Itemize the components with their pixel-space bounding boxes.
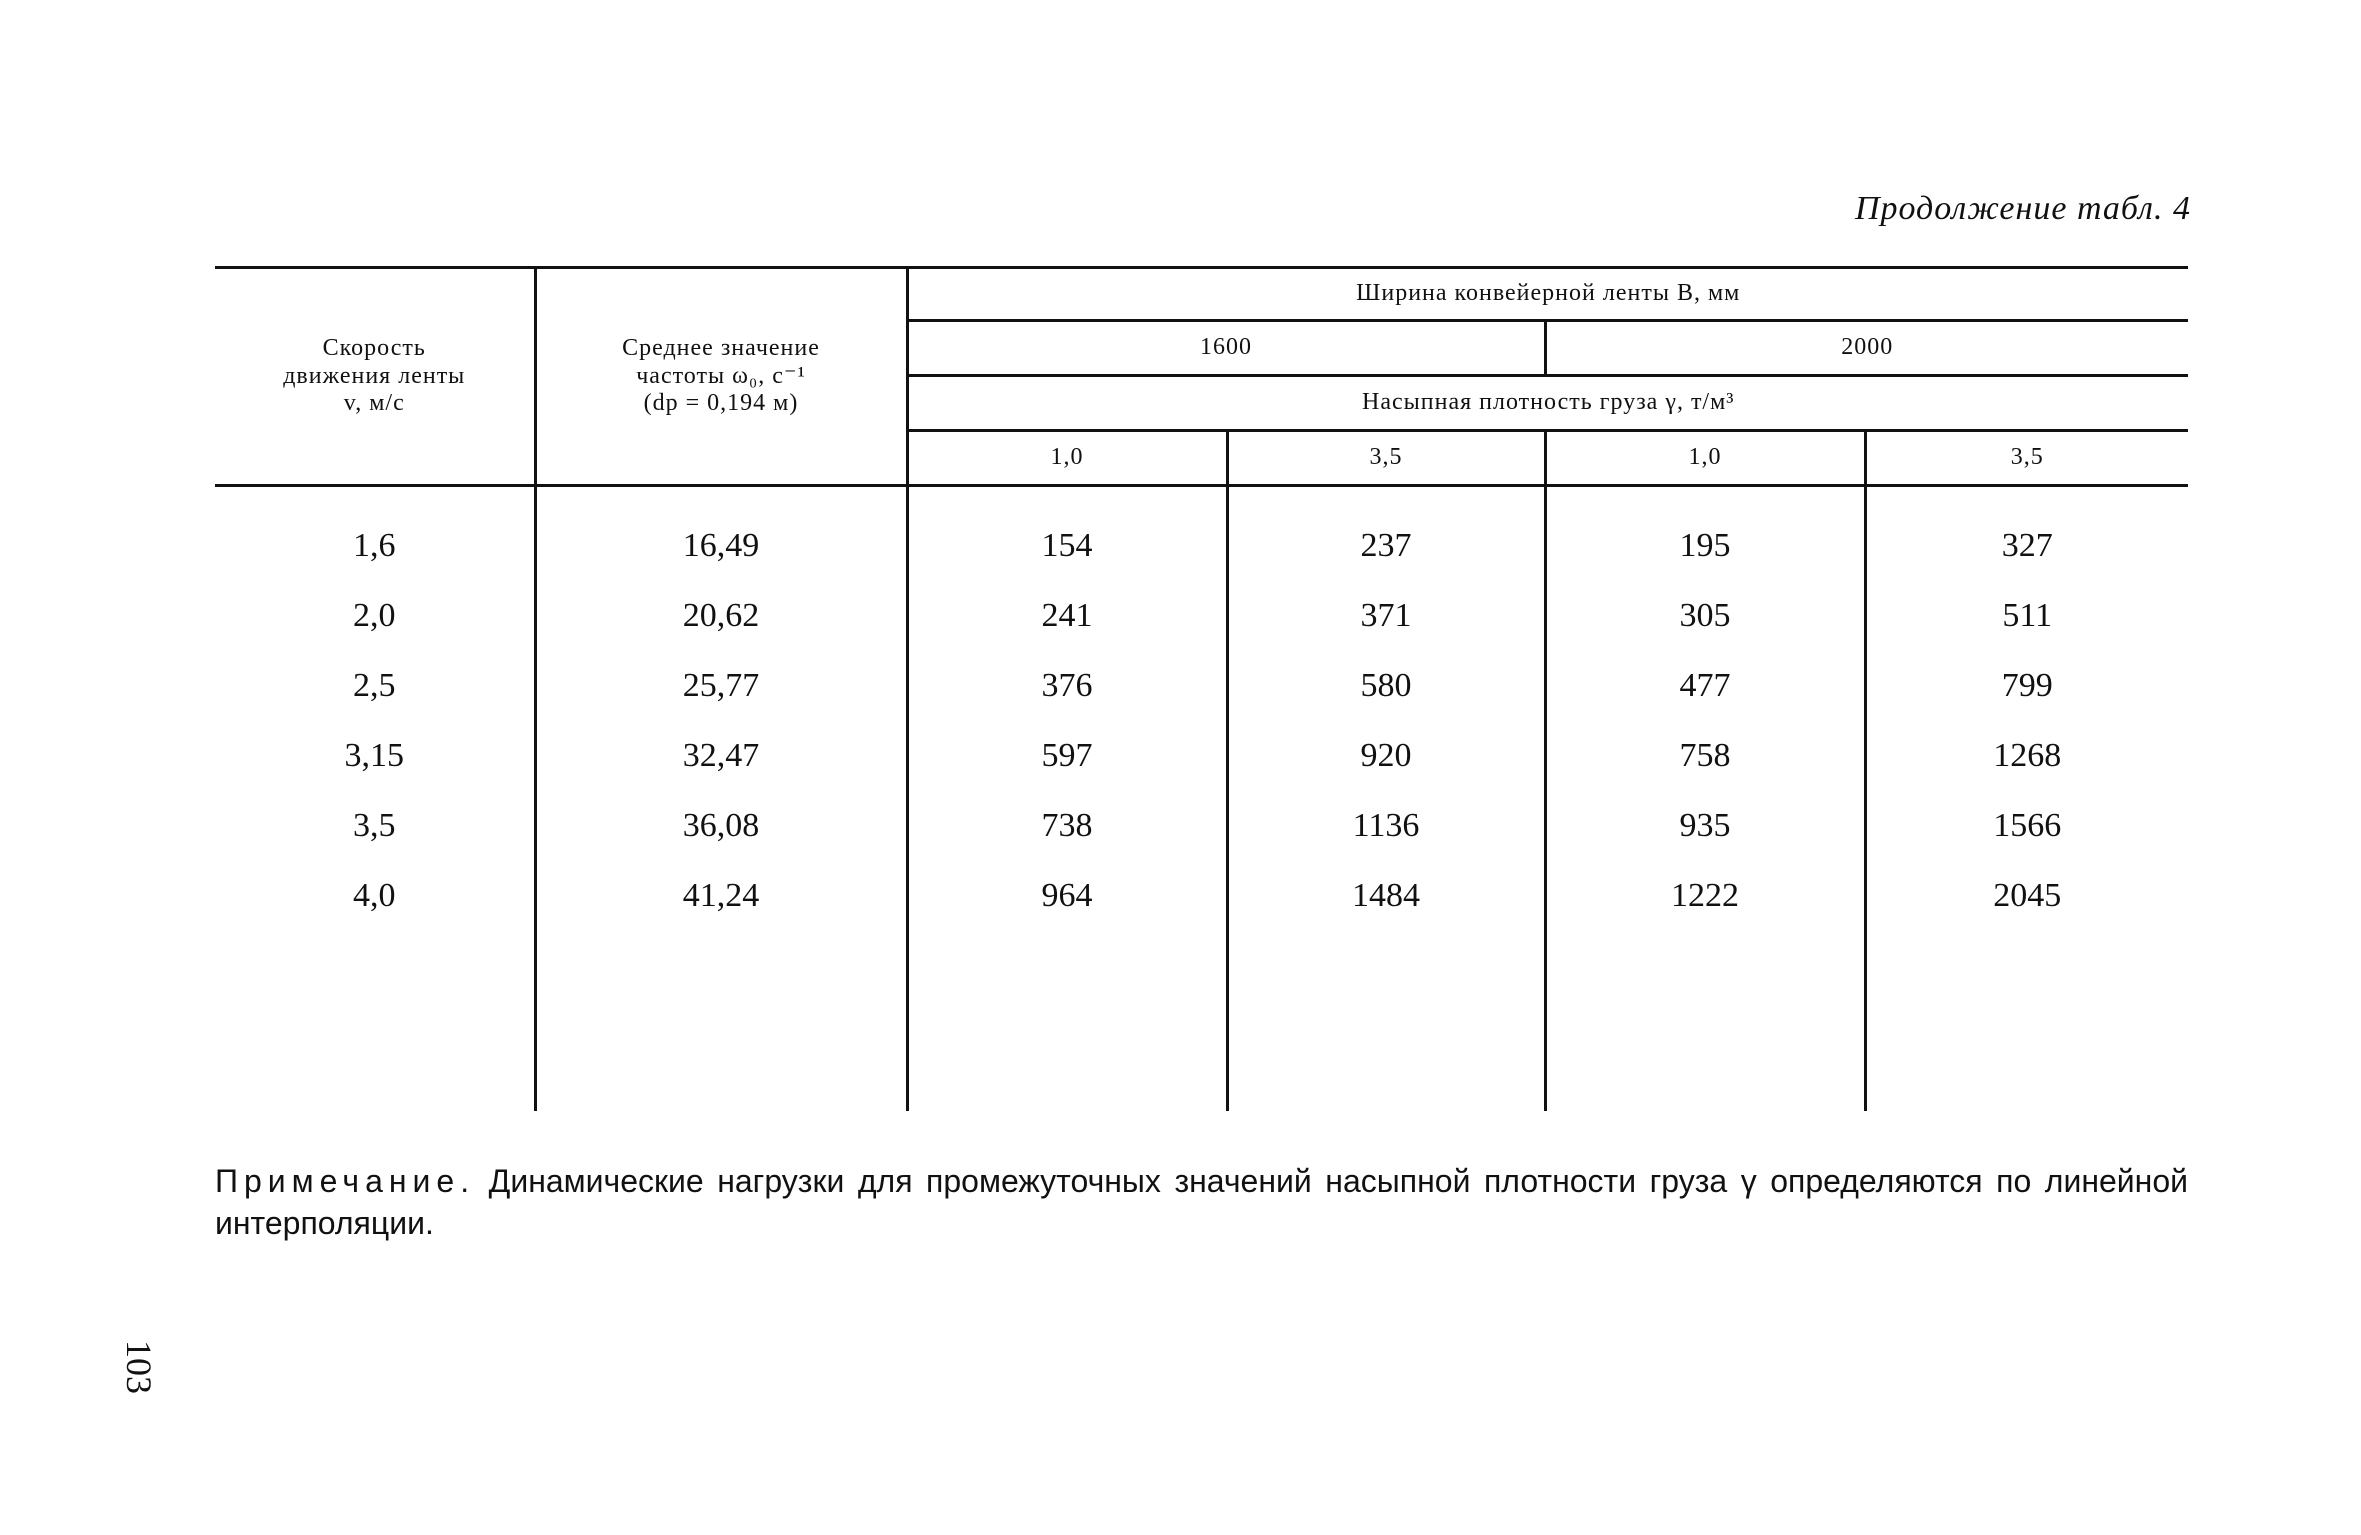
cell-frequency: 16,49 [535, 486, 907, 582]
header-frequency-line-3: (dр = 0,194 м) [643, 390, 799, 417]
cell-value: 2045 [1993, 877, 2062, 914]
cell-frequency: 25,77 [535, 651, 907, 721]
header-density-2000-2: 3,5 [1865, 431, 2188, 486]
cell-speed: 3,15 [215, 721, 535, 791]
table-filler-row [215, 931, 2188, 1111]
filler-cell [1865, 931, 2188, 1111]
note-text: Динамические нагрузки для промежуточных значений насыпной плотности груза γ определяются по линейной интерполяции. [215, 1163, 2189, 1241]
cell-value: 241 [907, 581, 1227, 651]
table-row [215, 486, 2188, 582]
table-row [215, 581, 2188, 651]
cell-speed: 1,6 [215, 486, 535, 582]
filler-cell [1227, 931, 1545, 1111]
header-speed-line-1: Скорость [322, 335, 426, 362]
cell-speed: 3,5 [215, 791, 535, 861]
header-frequency [535, 268, 907, 486]
cell-value: 799 [2001, 667, 2053, 704]
cell-frequency: 41,24 [535, 861, 907, 931]
filler-cell [535, 931, 907, 1111]
cell-value: 376 [907, 651, 1227, 721]
cell-value: 1566 [1993, 807, 2062, 844]
cell-value: 1136 [1227, 791, 1545, 861]
cell-value: 511 [2002, 597, 2053, 634]
header-density-1600-2: 3,5 [1227, 431, 1545, 486]
header-speed-line-3: v, м/с [343, 390, 405, 417]
cell-value: 154 [907, 486, 1227, 582]
table-row [215, 721, 2188, 791]
header-speed [215, 268, 535, 486]
data-table-container [215, 266, 2188, 1111]
cell-value: 305 [1545, 581, 1865, 651]
cell-value: 1222 [1545, 861, 1865, 931]
note-label: Примечание. [215, 1163, 476, 1199]
header-density-1600-1: 1,0 [907, 431, 1227, 486]
cell-speed: 4,0 [215, 861, 535, 931]
cell-value: 477 [1545, 651, 1865, 721]
cell-frequency: 20,62 [535, 581, 907, 651]
dynamic-loads-table [215, 266, 2188, 1111]
header-width-2000: 2000 [1545, 321, 2188, 376]
table-row [215, 861, 2188, 931]
cell-value: 758 [1545, 721, 1865, 791]
cell-value: 935 [1545, 791, 1865, 861]
header-bulk-density: Насыпная плотность груза γ, т/м³ [907, 376, 2188, 431]
filler-cell [1545, 931, 1865, 1111]
cell-value: 237 [1227, 486, 1545, 582]
table-row [215, 791, 2188, 861]
cell-value: 371 [1227, 581, 1545, 651]
page-number: 103 [119, 1340, 159, 1394]
header-frequency-line-2: частоты ω₀, с⁻¹ [636, 362, 806, 389]
cell-value: 327 [2001, 527, 2053, 564]
header-density-2000-1: 1,0 [1545, 431, 1865, 486]
cell-value: 964 [907, 861, 1227, 931]
cell-value: 1484 [1227, 861, 1545, 931]
table-note [215, 1160, 2188, 1244]
cell-value: 920 [1227, 721, 1545, 791]
table-row [215, 651, 2188, 721]
filler-cell [215, 931, 535, 1111]
header-frequency-line-1: Среднее значение [622, 335, 820, 362]
cell-value: 195 [1545, 486, 1865, 582]
header-speed-line-2: движения ленты [283, 362, 466, 389]
cell-frequency: 36,08 [535, 791, 907, 861]
table-continuation-caption: Продолжение табл. 4 [1854, 190, 2191, 227]
cell-value: 738 [907, 791, 1227, 861]
cell-value: 1268 [1993, 737, 2062, 774]
header-belt-width: Ширина конвейерной ленты B, мм [907, 268, 2188, 321]
cell-value: 597 [907, 721, 1227, 791]
cell-value: 580 [1227, 651, 1545, 721]
cell-frequency: 32,47 [535, 721, 907, 791]
filler-cell [907, 931, 1227, 1111]
cell-speed: 2,5 [215, 651, 535, 721]
cell-speed: 2,0 [215, 581, 535, 651]
header-width-1600: 1600 [907, 321, 1545, 376]
